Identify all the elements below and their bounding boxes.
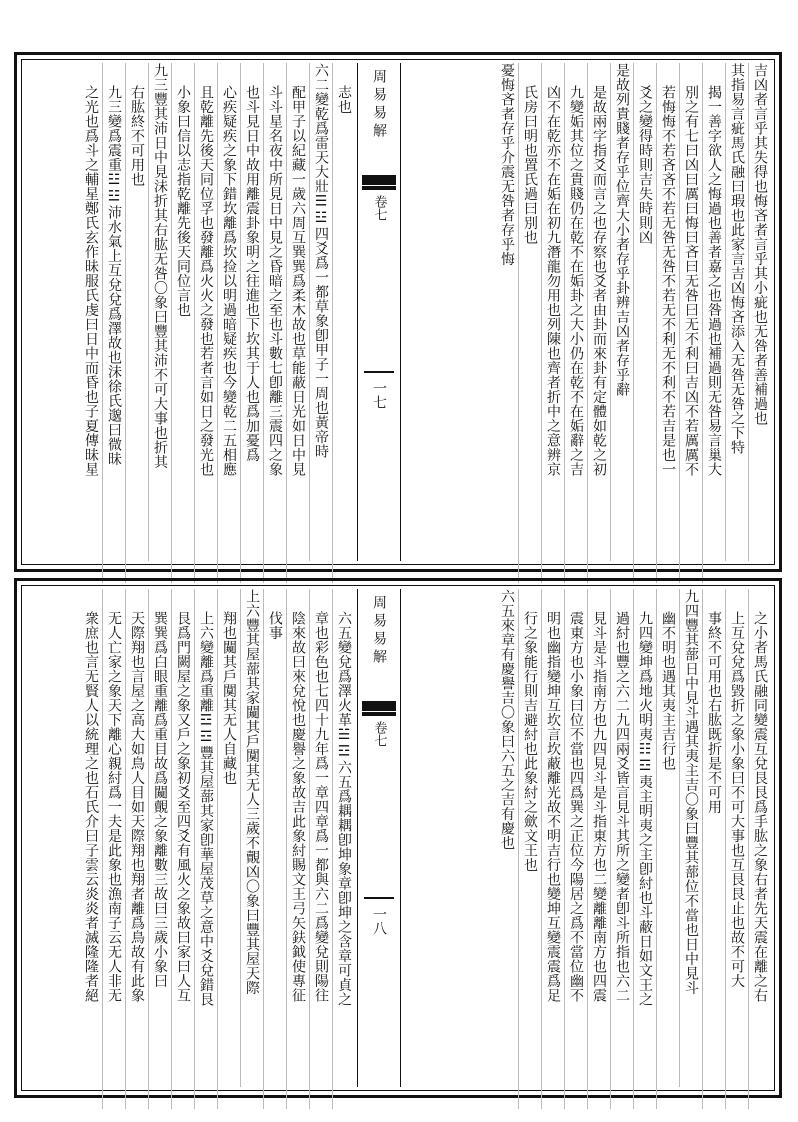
text-column: 明也幽指變坤互坎言坎蔽離光故不明吉行也變坤互變震震爲足: [541, 589, 564, 1109]
text-column: 見斗是斗指南方也九四見斗是斗指東方也二變離離南方也四震: [587, 589, 610, 1109]
upper-half-page: [14, 52, 782, 572]
text-column: 六五來章有慶譽吉〇象曰六五之吉有慶也: [499, 589, 515, 850]
page-number-rule: [364, 371, 394, 373]
center-fold-banner: [357, 63, 401, 561]
text-column: 憂悔吝者存乎介震无咎者存乎悔: [499, 63, 515, 266]
left-text-block: [25, 589, 355, 1087]
right-text-block: [397, 63, 771, 561]
text-column: 天際翔也言屋之高大如鳥人目如天際翔也翔者離爲鳥故有此象: [125, 589, 148, 1109]
right-text-block: [397, 589, 771, 1087]
text-column: 无人亡家之象天下離心親紂爲一夫是此象也漁南子云无人非无: [102, 589, 125, 1109]
page-number: 一八: [371, 907, 387, 935]
text-column: 衆庶也言无賢人以統理之也石氏介曰子雲云炎炎者滅隆隆者絕: [83, 611, 99, 1003]
text-column: 志也: [332, 63, 355, 583]
text-column: 其指易言疵馬氏融曰瑕也此家言吉凶悔吝添入无咎无咎之下特: [725, 63, 748, 561]
text-column: 別之有七曰凶曰厲曰悔曰吝曰无咎曰无不利曰吉凶不若厲厲不: [679, 63, 702, 583]
text-column: 陰來故曰來兌悅也慶譽之象故吉此象紂賜文王弓矢鈇鉞使專征: [286, 589, 309, 1109]
text-column: 六二變乾爲雷天大壯☰☳四爻爲一都草象卽甲子一周也黃帝時: [309, 63, 332, 561]
text-column: 伐事: [263, 589, 286, 1109]
text-column: 行之象能行則吉避紂也此象紂之歛文王也: [518, 589, 541, 1109]
text-column: 上六變離爲重離☲☲豐其屋蔀其家卽華屋茂草之意中爻兌錯艮: [194, 589, 217, 1109]
text-column: 且乾離先後天同位孚也發離爲火火之發也若者言如日之發光也: [194, 63, 217, 583]
text-column: 九三變爲震重☳☳沛水氣上互兌兌爲澤故也沬徐氏邈曰微昧: [102, 63, 125, 583]
volume-label: 卷七: [371, 721, 387, 747]
volume-label: 卷七: [371, 195, 387, 221]
text-column: 九四變坤爲地火明夷☷☲夷主明夷之主卽紂也斗蔽日如文王之: [633, 589, 656, 1109]
text-column: 巽巽爲白眼重離爲重目故爲闚覿之象離數三故曰三歲小象曰: [148, 589, 171, 1109]
text-column: 震東方也小象曰位不當也四爲巽之正位今陽居之爲不當位幽不: [564, 589, 587, 1109]
text-column: 氏房曰明也置氏過曰別也: [518, 63, 541, 583]
text-column: 小象曰信以志指乾離先後天同位言也: [171, 63, 194, 583]
text-column: 九三豐其沛日中見沬折其右肱无咎〇象曰豐其沛不可大事也折其: [148, 63, 171, 561]
text-column: 凶不在乾亦不在姤在初九潛龍勿用也列陳也齊者折中之意辨京: [541, 63, 564, 583]
text-column: 章也彩色也七四十九年爲一章四章爲一都與六二爲變兌則陽往: [309, 589, 332, 1109]
text-column: 是故兩字指爻而言之也存察也爻者由卦而來卦有定體如乾之初: [587, 63, 610, 583]
fish-tail-mark: [362, 701, 396, 711]
text-column: 心疾疑疾之象下錯坎離爲坎捡以明過暗疑疾也今變乾二五相應: [217, 63, 240, 583]
page-number-rule: [364, 897, 394, 899]
text-column: 是故列貴賤者存乎位齊大小者存乎卦辨吉凶者存乎辭: [610, 63, 633, 561]
center-fold-banner: [357, 589, 401, 1087]
text-column: 艮爲門闕屋之象又戶之象初爻至四爻有風火之象故曰家曰人互: [171, 589, 194, 1109]
fish-tail-mark-lower: [362, 712, 396, 716]
text-column: 吉凶者言乎其失得也悔吝者言乎其小疵也无咎者善補過也: [748, 63, 771, 561]
text-column: 之光也爲斗之輔星鄭氏玄作昧服氏虔曰日中而昏也子夏傳昧星: [83, 85, 99, 477]
text-column: 爻之變得時則吉失時則凶: [633, 63, 656, 583]
fish-tail-mark: [362, 175, 396, 185]
text-column: 若悔悔不若吝吝不若无咎无咎不若无不利无不利不若吉是也一: [656, 63, 679, 583]
lower-half-page: [14, 578, 782, 1098]
text-column: 揭一善字欲人之悔過也善者嘉之也咎過也補過則无咎易言巢大: [702, 63, 725, 583]
text-column: 也斗見日中故用離震卦象明之往進也下坎其于人也爲加憂爲: [240, 63, 263, 583]
text-column: 上互兌兌爲毀折之象小象曰不可大事也互艮艮止也故不可大: [725, 589, 748, 1109]
text-column: 配甲子以紀藏一歲六周互巽巽爲柔木故也草能蔽日光如日中見: [286, 63, 309, 583]
text-column: 九四豐其蔀日中見斗遇其夷主吉〇象曰豐其蔀位不當也日中見斗: [679, 589, 702, 1087]
text-column: 之小者馬氏融同變震互兌艮艮爲手肱之象右者先天震在離之右: [748, 589, 771, 1109]
text-column: 事終不可用也右肱既折是不可用: [702, 589, 725, 1109]
book-title: 周易易解: [371, 69, 387, 141]
fish-tail-mark-lower: [362, 186, 396, 190]
text-column: 右肱終不可用也: [125, 63, 148, 583]
text-column: 過紂也豐之六二九四兩爻皆言見斗其所之變者卽斗所指也六二: [610, 589, 633, 1109]
book-title: 周易易解: [371, 595, 387, 667]
left-text-block: [25, 63, 355, 561]
text-column: 斗斗星名夜中所見日中見之昏暗之至也斗數七卽離三震四之象: [263, 63, 286, 583]
page-number: 一七: [371, 381, 387, 409]
text-column: 九變姤其位之貴賤仍在乾不在姤卦之大小仍在乾不在姤辭之吉: [564, 63, 587, 583]
text-column: 六五變兌爲澤火革☱☲六五爲耦耦卽坤象章卽坤之含章可貞之: [332, 589, 355, 1109]
text-column: 上六豐其屋蔀其家闚其戶闃其无人三歲不覿凶〇象曰豐其屋天際: [240, 589, 263, 1087]
text-column: 翔也闚其戶闃其无人自藏也: [217, 589, 240, 1109]
text-column: 幽不明也遇其夷主吉行也: [656, 589, 679, 1109]
